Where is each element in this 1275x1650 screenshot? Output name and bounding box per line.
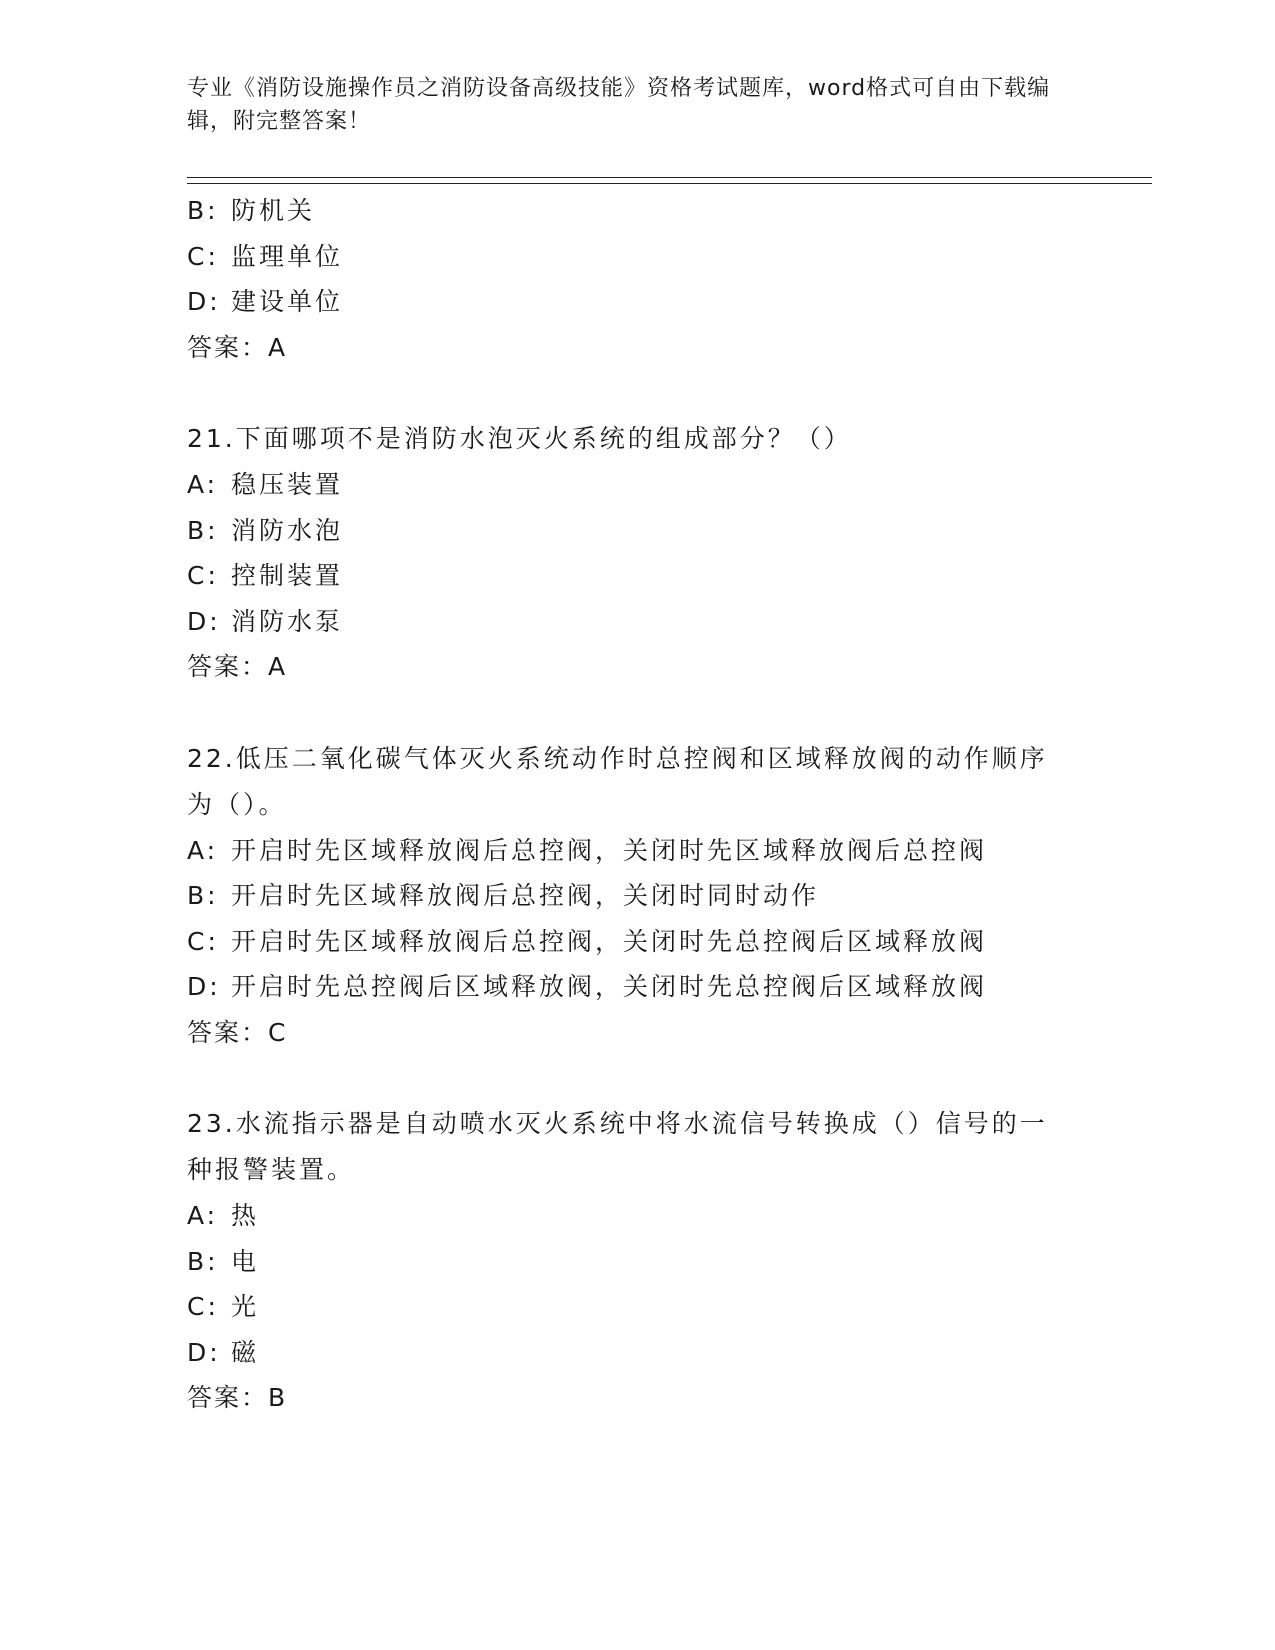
option-text: 消防水泵 <box>231 606 344 636</box>
option-label: D: <box>187 1337 221 1367</box>
option-d <box>187 279 1087 325</box>
option-label: D: <box>187 606 221 636</box>
option-c <box>187 553 1087 599</box>
option-label: A: <box>187 835 219 865</box>
question-stem: 23.水流指示器是自动喷水灭火系统中将水流信号转换成（）信号的一 <box>187 1109 1048 1138</box>
option-d <box>187 1330 1087 1376</box>
option-label: C: <box>187 561 219 590</box>
option-b <box>187 188 1087 234</box>
option-label: B: <box>187 881 219 910</box>
option-text: 开启时先区域释放阀后总控阀，关闭时先总控阀后区域释放阀 <box>231 926 988 956</box>
option-label: C: <box>187 926 219 956</box>
option-text: 消防水泡 <box>231 515 344 545</box>
option-text: 磁 <box>231 1337 260 1367</box>
question-list <box>187 188 1087 1421</box>
question-19-continued <box>187 188 1087 370</box>
option-label: C: <box>187 241 219 271</box>
option-text: 监理单位 <box>231 241 344 271</box>
question-21 <box>187 416 1087 690</box>
option-label: C: <box>187 1292 219 1321</box>
option-label: B: <box>187 1246 219 1276</box>
option-text: 开启时先总控阀后区域释放阀，关闭时先总控阀后区域释放阀 <box>231 972 988 1001</box>
option-text: 稳压装置 <box>231 470 344 499</box>
option-b <box>187 508 1087 554</box>
option-text: 防机关 <box>231 196 316 225</box>
header-divider <box>187 177 1152 184</box>
option-text: 光 <box>231 1292 260 1321</box>
answer: 答案：A <box>187 652 288 681</box>
option-text: 开启时先区域释放阀后总控阀，关闭时同时动作 <box>231 881 820 910</box>
option-a <box>187 828 1087 874</box>
option-c <box>187 1284 1087 1330</box>
option-b <box>187 873 1087 919</box>
option-label: A: <box>187 1201 219 1230</box>
option-a <box>187 462 1087 508</box>
page-header: 专业《消防设施操作员之消防设备高级技能》资格考试题库，word格式可自由下载编辑，附完整答案！ <box>187 76 1051 134</box>
option-text: 开启时先区域释放阀后总控阀，关闭时先区域释放阀后总控阀 <box>231 835 988 865</box>
option-text: 热 <box>231 1201 260 1230</box>
option-text: 建设单位 <box>231 287 344 316</box>
answer: 答案：A <box>187 332 288 362</box>
option-text: 控制装置 <box>231 561 344 590</box>
option-label: B: <box>187 515 219 545</box>
question-22 <box>187 736 1087 1056</box>
option-label: A: <box>187 470 219 499</box>
answer: 答案：C <box>187 1017 288 1047</box>
answer: 答案：B <box>187 1383 288 1412</box>
option-d <box>187 964 1087 1010</box>
question-23 <box>187 1101 1087 1421</box>
question-stem-continued: 种报警装置。 <box>187 1155 356 1184</box>
option-label: D: <box>187 972 221 1001</box>
option-a <box>187 1193 1087 1239</box>
question-stem: 22.低压二氧化碳气体灭火系统动作时总控阀和区域释放阀的动作顺序 <box>187 743 1048 773</box>
option-label: D: <box>187 287 221 316</box>
option-d <box>187 599 1087 645</box>
option-c <box>187 919 1087 965</box>
option-text: 电 <box>231 1246 260 1276</box>
question-stem-continued: 为（）。 <box>187 789 287 819</box>
question-stem: 21.下面哪项不是消防水泡灭火系统的组成部分？（） <box>187 424 852 453</box>
option-b <box>187 1239 1087 1285</box>
option-c <box>187 234 1087 280</box>
option-label: B: <box>187 196 219 225</box>
